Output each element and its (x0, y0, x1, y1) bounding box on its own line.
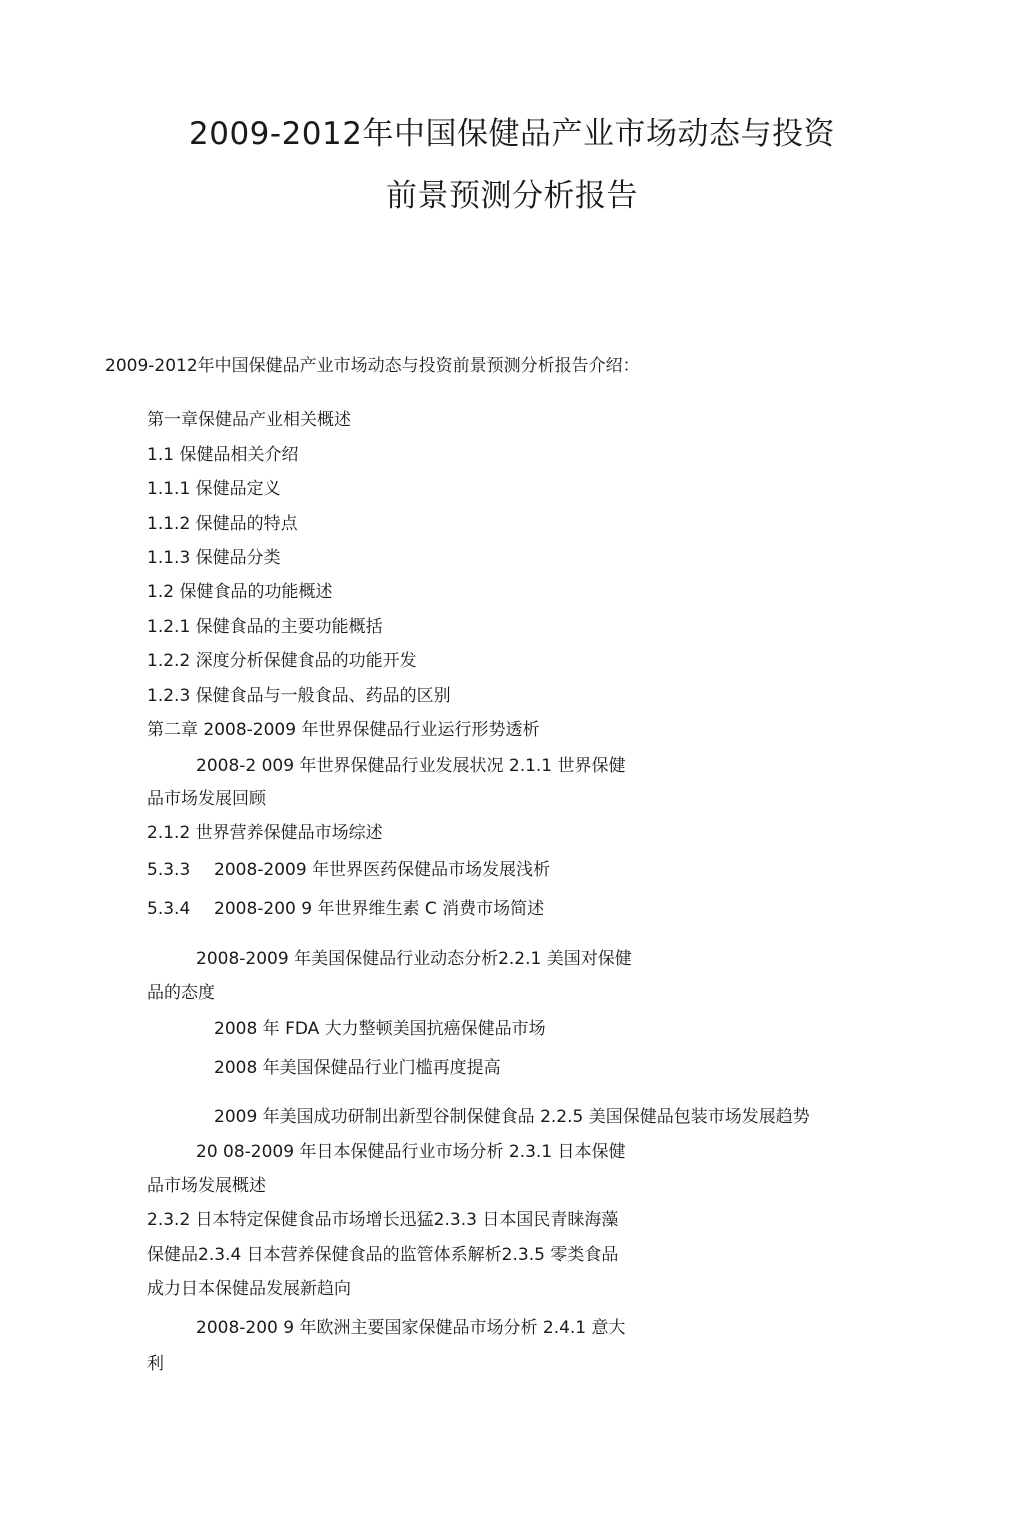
toc-line (147, 899, 544, 919)
toc-line: 2008 年 FDA 大力整顿美国抗癌保健品市场 (214, 1019, 546, 1039)
toc-line: 1.2.1 保健食品的主要功能概括 (147, 617, 383, 637)
toc-line: 1.1.3 保健品分类 (147, 548, 281, 568)
toc-line: 2008-2009 年美国保健品行业动态分析2.2.1 美国对保健 (196, 949, 632, 969)
toc-line: 利 (147, 1354, 164, 1374)
toc-line: 1.2.2 深度分析保健食品的功能开发 (147, 651, 417, 671)
title-line-2: 前景预测分析报告 (386, 178, 638, 214)
section-title: 2008-2009 年世界医药保健品市场发展浅析 (214, 860, 551, 880)
toc-line (147, 860, 550, 880)
toc-line: 品的态度 (147, 983, 215, 1003)
toc-line: 1.2.3 保健食品与一般食品、药品的区别 (147, 686, 451, 706)
toc-line: 20 08-2009 年日本保健品行业市场分析 2.3.1 日本保健 (196, 1142, 626, 1162)
section-number: 5.3.4 (147, 899, 191, 919)
toc-line: 第一章保健品产业相关概述 (147, 410, 351, 430)
toc-line: 2.3.2 日本特定保健食品市场增长迅猛2.3.3 日本国民青睐海藻 (147, 1210, 619, 1230)
toc-line: 2008-2 009 年世界保健品行业发展状况 2.1.1 世界保健 (196, 756, 626, 776)
toc-line: 1.1.2 保健品的特点 (147, 514, 298, 534)
toc-line: 2008-200 9 年欧洲主要国家保健品市场分析 2.4.1 意大 (196, 1318, 626, 1338)
section-number: 5.3.3 (147, 860, 191, 880)
toc-line: 2009 年美国成功研制出新型谷制保健食品 2.2.5 美国保健品包装市场发展趋势 (214, 1107, 810, 1127)
section-title: 2008-200 9 年世界维生素 C 消费市场简述 (214, 899, 545, 919)
toc-line: 1.1.1 保健品定义 (147, 479, 281, 499)
title-line-1: 2009-2012年中国保健品产业市场动态与投资 (189, 116, 835, 152)
toc-line: 2.1.2 世界营养保健品市场综述 (147, 823, 383, 843)
intro-text: 2009-2012年中国保健品产业市场动态与投资前景预测分析报告介绍： (105, 356, 640, 376)
toc-line: 第二章 2008-2009 年世界保健品行业运行形势透析 (147, 720, 540, 740)
toc-line: 品市场发展概述 (147, 1176, 266, 1196)
toc-line: 2008 年美国保健品行业门槛再度提高 (214, 1058, 501, 1078)
toc-line: 成力日本保健品发展新趋向 (147, 1279, 351, 1299)
toc-line: 1.2 保健食品的功能概述 (147, 582, 333, 602)
toc-line: 1.1 保健品相关介绍 (147, 445, 299, 465)
toc-line: 保健品2.3.4 日本营养保健食品的监管体系解析2.3.5 零类食品 (147, 1245, 619, 1265)
toc-line: 品市场发展回顾 (147, 789, 266, 809)
